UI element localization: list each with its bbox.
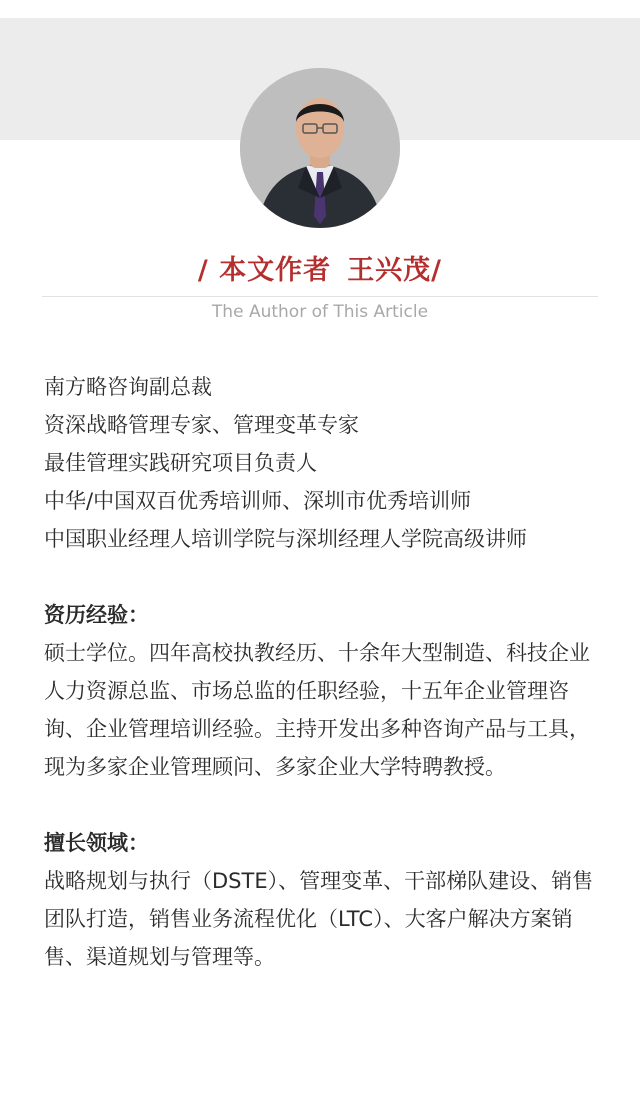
- title-line: 中国职业经理人培训学院与深圳经理人学院高级讲师: [44, 527, 527, 551]
- author-name: 王兴茂/: [347, 255, 443, 286]
- portrait-image: [240, 68, 400, 228]
- title-line: 最佳管理实践研究项目负责人: [44, 451, 317, 475]
- author-subtitle: The Author of This Article: [211, 302, 429, 322]
- spacer: [44, 558, 600, 596]
- author-title-prefix: / 本文作者: [197, 255, 332, 286]
- author-bio: [44, 368, 600, 976]
- divider: [42, 296, 598, 297]
- title-line: 资深战略管理专家、管理变革专家: [44, 413, 359, 437]
- experience-heading: 资历经验：: [44, 603, 149, 627]
- expertise-text: 战略规划与执行（DSTE）、管理变革、干部梯队建设、销售团队打造，销售业务流程优化（LTC）、大客户解决方案销售、渠道规划与管理等。: [44, 869, 594, 969]
- expertise-heading: 擅长领域：: [44, 831, 149, 855]
- spacer: [44, 786, 600, 824]
- title-line: 中华/中国双百优秀培训师、深圳市优秀培训师: [44, 489, 472, 513]
- title-line: 南方略咨询副总裁: [44, 375, 212, 399]
- author-heading: [0, 248, 640, 287]
- experience-text: 硕士学位。四年高校执教经历、十余年大型制造、科技企业人力资源总监、市场总监的任职经验，十五年企业管理咨询、企业管理培训经验。主持开发出多种咨询产品与工具，现为多家企业管理顾问、多家企业大学特聘教授。: [44, 641, 590, 779]
- author-photo: [240, 68, 400, 228]
